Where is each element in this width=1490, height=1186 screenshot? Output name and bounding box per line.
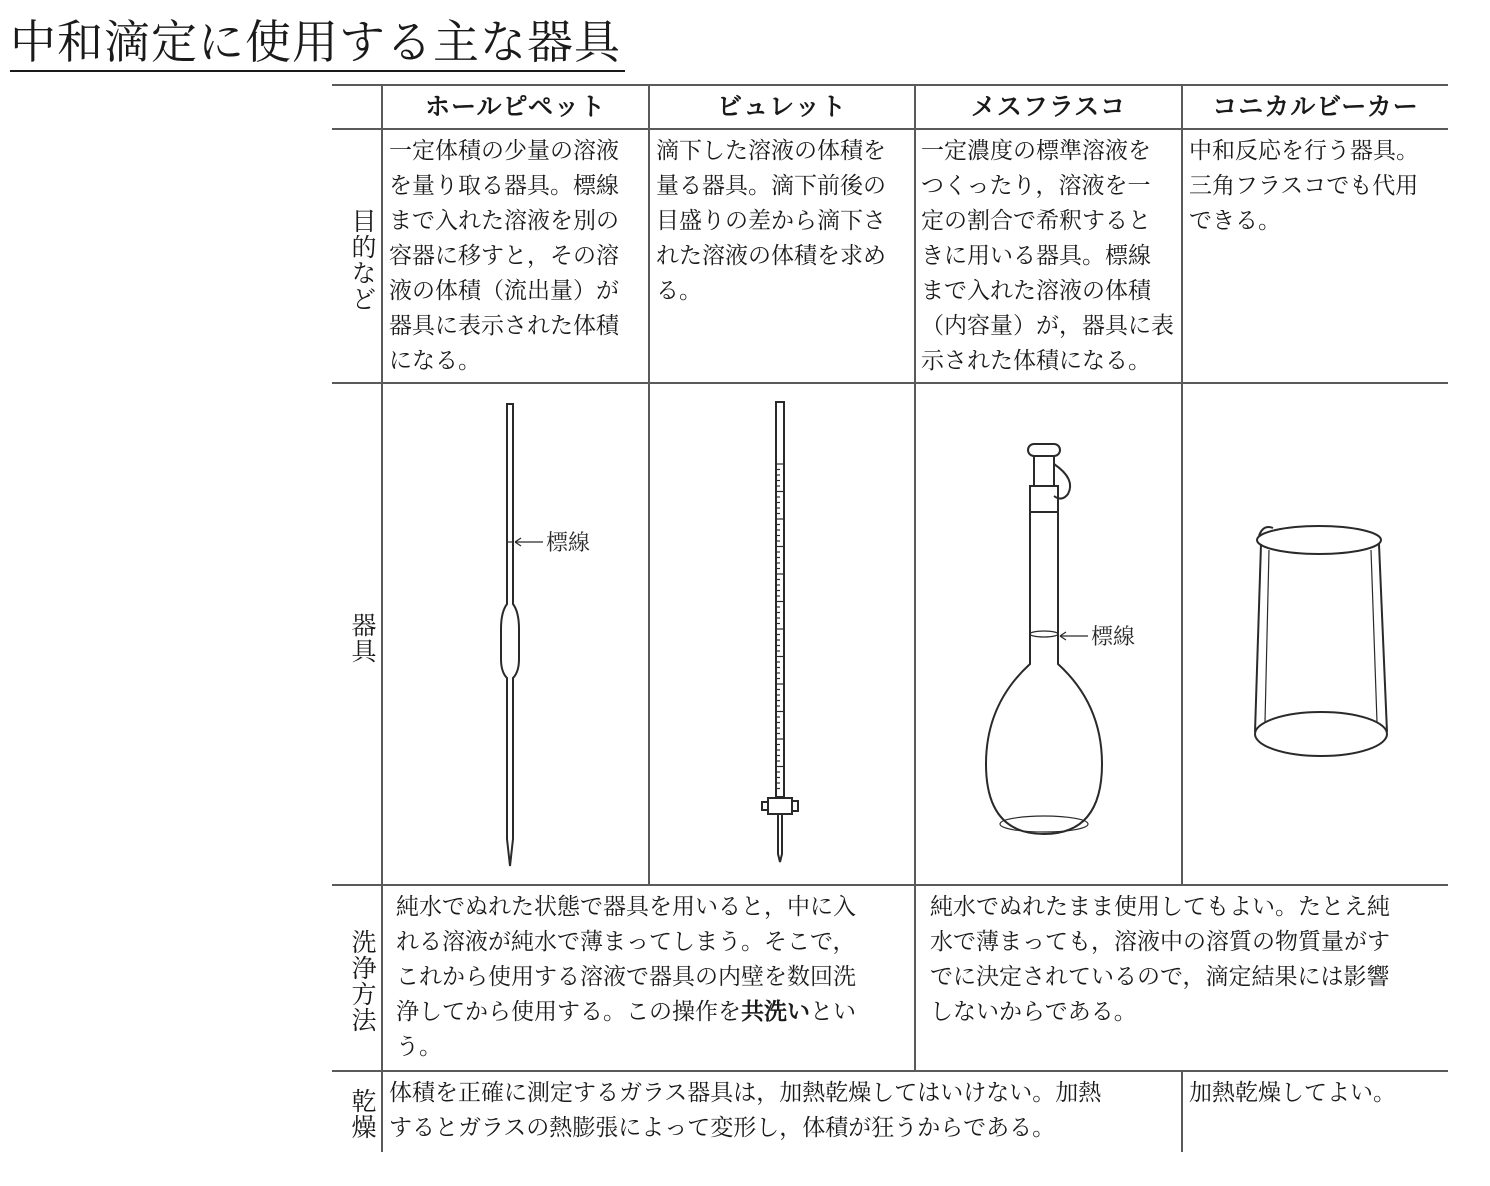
header-volumetric-flask: メスフラスコ <box>970 92 1127 121</box>
column-divider-3b <box>1181 1070 1183 1152</box>
drying-left-text: 体積を正確に測定するガラス器具は，加熱乾燥してはいけない。加熱 するとガラスの熱膨張によって変形し，体積が狂うからである。 <box>389 1080 1102 1141</box>
washing-row-bottom-border <box>332 1070 1448 1072</box>
header-conical-beaker: コニカルビーカー <box>1212 92 1419 121</box>
drying-right-text: 加熱乾燥してよい。 <box>1189 1080 1396 1106</box>
burette-icon <box>762 402 798 862</box>
header-hole-pipette: ホールピペット <box>424 92 606 121</box>
purpose-hole-pipette: 一定体積の少量の溶液 を量り取る器具。標線 まで入れた溶液を別の 容器に移すと，その溶 液の体積（流出量）が 器具に表示された体積 になる。 <box>389 138 619 374</box>
row-label-drying: 乾燥 <box>348 1088 377 1140</box>
purpose-volumetric-flask: 一定濃度の標準溶液を つくったり，溶液を一 定の割合で希釈すると きに用いる器具。標線 まで入れた溶液の体積 （内容量）が，器具に表 示された体積になる。 <box>921 138 1174 374</box>
row-label-washing: 洗浄方法 <box>348 929 377 1033</box>
conical-beaker-icon <box>1255 526 1387 756</box>
conical-beaker-illustration <box>1183 384 1448 884</box>
washing-right-text: 純水でぬれたまま使用してもよい。たとえ純 水で薄まっても，溶液中の溶質の物質量がす でに決定されているので，滴定結果には影響 しないからである。 <box>930 894 1390 1025</box>
page-title: 中和滴定に使用する主な器具 <box>10 14 625 72</box>
header-bottom-border <box>332 128 1448 130</box>
hole-pipette-mark-label: 標線 <box>546 531 591 556</box>
washing-left-after: とい う。 <box>396 999 856 1060</box>
row-label-purpose: 目的など <box>348 208 377 312</box>
washing-left-text <box>396 890 911 1065</box>
equipment-row-bottom-border <box>332 884 1448 886</box>
burette-illustration <box>650 384 914 884</box>
row-label-equipment: 器具 <box>348 612 377 664</box>
hole-pipette-icon <box>501 404 543 866</box>
hole-pipette-illustration <box>383 384 648 884</box>
volumetric-flask-icon <box>986 444 1102 834</box>
purpose-conical-beaker: 中和反応を行う器具。 三角フラスコでも代用 できる。 <box>1189 138 1419 234</box>
washing-left-before: 純水でぬれた状態で器具を用いると，中に入 れる溶液が純水で薄まってしまう。そこで， これから使用する溶液で器具の内壁を数回洗 浄してから使用する。この操作を <box>396 894 856 1025</box>
header-burette: ビュレット <box>717 92 847 121</box>
washing-left-bold: 共洗い <box>741 999 810 1025</box>
purpose-burette: 滴下した溶液の体積を 量る器具。滴下前後の 目盛りの差から滴下さ れた溶液の体積を求め る。 <box>656 138 886 304</box>
volumetric-flask-mark-label: 標線 <box>1091 625 1136 650</box>
volumetric-flask-illustration <box>916 384 1181 884</box>
